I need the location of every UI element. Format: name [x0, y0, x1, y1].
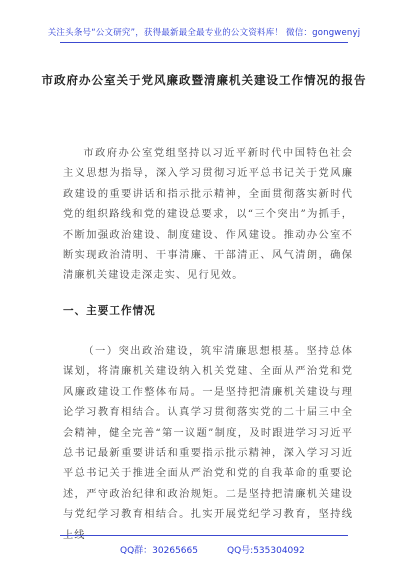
header-notice: 关注头条号“公文研究”，获得最新最全最专业的公文资料库！ 微信：gongwenyj	[47, 28, 361, 38]
page-footer	[0, 535, 408, 565]
page-header	[0, 0, 408, 48]
section-heading: 一、主要工作情况	[63, 305, 156, 317]
footer-qq-number: QQ号:535304092	[227, 546, 305, 556]
document-title: 市政府办公室关于党风廉政暨清廉机关建设工作情况的报告	[41, 73, 367, 87]
section-paragraph: （一）突出政治建设，筑牢清廉思想根基。坚持总体谋划，将清廉机关建设纳入机关党建、全面从严治党和党风廉政建设工作整体布局。一是坚持把清廉机关建设与理论学习教育相结合。认真学习贯彻落实党的二十届三中全会精神，健全完善“第一议题”制度，及时跟进学习习近平总书记最新重要讲话和重要指示批示精神，深入学习习近平总书记关于推进全面从严治党和党的自我革命的重要论述，严守政治纪律和政治规矩。二是坚持把清廉机关建设与党纪学习教育相结合。扎实开展党纪学习教育，坚持线上线	[63, 346, 353, 541]
footer-divider	[60, 535, 348, 536]
footer-qq-group: QQ群：30265665	[120, 546, 198, 556]
intro-paragraph: 市政府办公室党组坚持以习近平新时代中国特色社会主义思想为指导，深入学习贯彻习近平总书记关于党风廉政建设的重要讲话和指示批示精神，全面贯彻落实新时代党的组织路线和党的建设总要求，以“三个突出”为抓手，不断加强政治建设、制度建设、作风建设。推动办公室不断实现政治清明、干事清廉、干部清正、风气清朗，确保清廉机关建设走深走实、见行见效。	[63, 148, 353, 282]
header-divider	[60, 42, 348, 43]
